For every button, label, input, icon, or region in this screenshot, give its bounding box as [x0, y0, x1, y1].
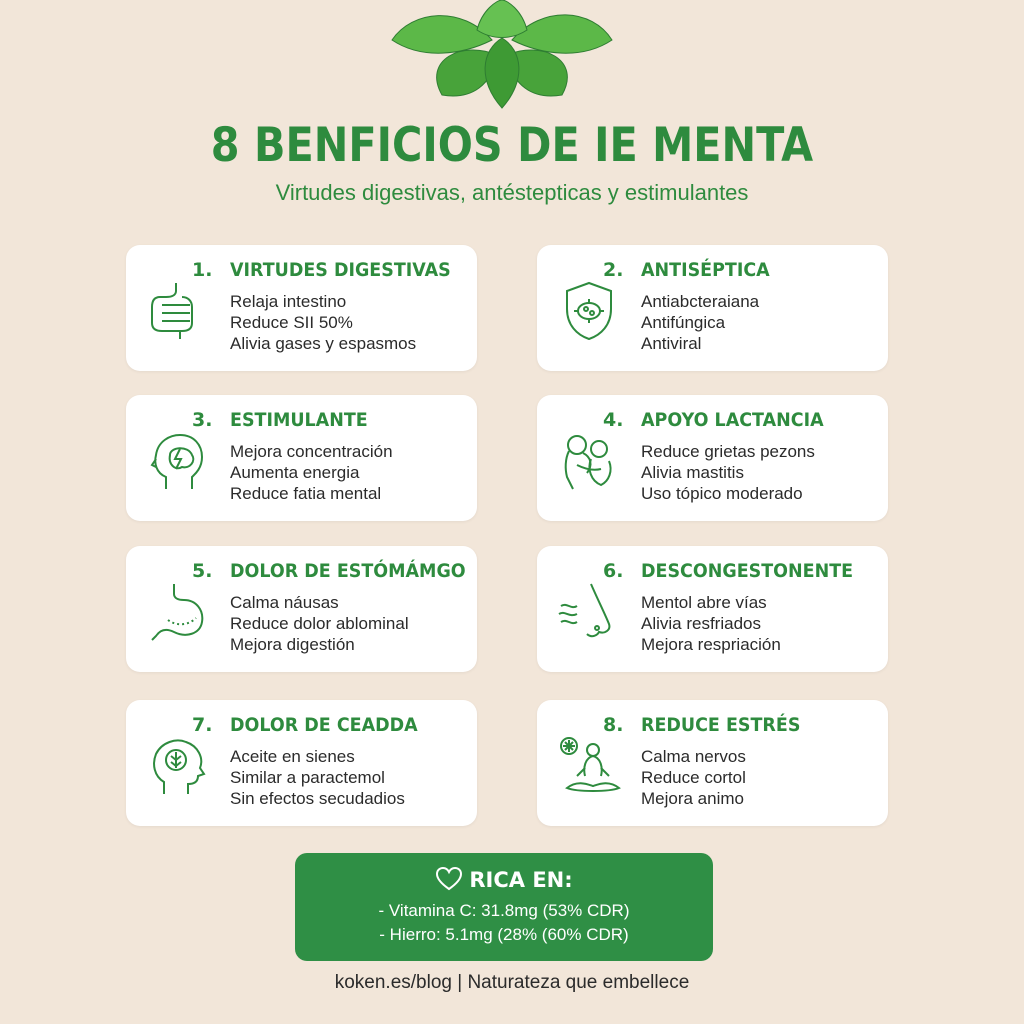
benefit-item: Mentol abre vías	[641, 593, 767, 612]
rich-in-heading	[295, 867, 713, 892]
benefit-number: 5.	[192, 560, 213, 582]
benefit-title: VIRTUDES DIGESTIVAS	[230, 259, 451, 281]
benefit-number: 7.	[192, 714, 213, 736]
benefit-item: Alivia mastitis	[641, 463, 744, 482]
benefit-item: Alivia resfriados	[641, 614, 761, 633]
benefit-item: Relaja intestino	[230, 292, 347, 311]
benefit-item: Similar a paractemol	[230, 768, 385, 787]
benefit-number: 1.	[192, 259, 213, 281]
benefit-item: Calma nervos	[641, 747, 746, 766]
benefit-item: Reduce cortol	[641, 768, 746, 787]
head-leaf-icon	[146, 734, 210, 798]
benefit-number: 6.	[603, 560, 624, 582]
benefit-item: Reduce fatia mental	[230, 484, 382, 503]
benefit-item: Antiabcteraiana	[641, 292, 760, 311]
benefit-list	[230, 746, 405, 809]
page-subtitle: Virtudes digestivas, antéstepticas y estimulantes	[275, 180, 749, 205]
benefit-card-4	[537, 395, 888, 521]
benefit-item: Mejora respriación	[641, 635, 781, 654]
benefit-title: ANTISÉPTICA	[641, 259, 770, 281]
benefit-item: Antiviral	[641, 334, 702, 353]
benefit-item: Reduce grietas pezons	[641, 442, 815, 461]
stomach-icon	[146, 580, 210, 644]
intestine-icon	[146, 279, 210, 343]
benefit-item: Antifúngica	[641, 313, 726, 332]
benefit-number: 2.	[603, 259, 624, 281]
benefit-card-5	[126, 546, 477, 672]
benefit-item: Aceite en sienes	[230, 747, 355, 766]
benefit-title: DOLOR DE CEADDA	[230, 714, 418, 736]
benefit-list	[230, 441, 393, 504]
benefit-title: APOYO LACTANCIA	[641, 409, 824, 431]
benefit-item: Reduce SII 50%	[230, 313, 353, 332]
benefit-item: Aumenta energia	[230, 463, 360, 482]
benefit-number: 3.	[192, 409, 213, 431]
benefit-item: Sin efectos secudadios	[230, 789, 405, 808]
benefit-card-6	[537, 546, 888, 672]
benefit-number: 8.	[603, 714, 624, 736]
benefit-card-1	[126, 245, 477, 371]
page-title: 8 BENFICIOS DE IE MENTA	[210, 118, 814, 173]
benefit-item: Reduce dolor ablominal	[230, 614, 409, 633]
benefit-title: REDUCE ESTRÉS	[641, 714, 801, 736]
rich-in-title: RICA EN:	[469, 868, 573, 892]
footer-text: koken.es/blog | Naturateza que embellece	[334, 972, 690, 993]
benefit-item: Alivia gases y espasmos	[230, 334, 417, 353]
rich-in-line-vitamin-c: - Vitamina C: 31.8mg (53% CDR)	[378, 901, 630, 920]
benefit-card-7	[126, 700, 477, 826]
rich-in-banner	[295, 853, 713, 961]
benefit-item: Mejora digestión	[230, 635, 355, 654]
benefit-card-8	[537, 700, 888, 826]
shield-bacteria-icon	[557, 279, 621, 343]
benefit-card-3	[126, 395, 477, 521]
mint-leaves-illustration	[382, 0, 622, 110]
benefit-item: Mejora concentración	[230, 442, 393, 461]
heart-icon	[435, 867, 463, 891]
rich-in-line-iron: - Hierro: 5.1mg (28% (60% CDR)	[379, 925, 629, 944]
benefit-list	[641, 592, 781, 655]
benefit-list	[230, 592, 409, 655]
benefit-card-2	[537, 245, 888, 371]
mother-baby-icon	[557, 429, 621, 493]
benefit-title: DOLOR DE ESTÓMÁMGO	[230, 560, 466, 582]
benefit-title: ESTIMULANTE	[230, 409, 368, 431]
benefit-title: DESCONGESTONENTE	[641, 560, 854, 582]
benefit-list	[641, 291, 759, 354]
benefit-list	[641, 441, 815, 504]
meditation-icon	[557, 734, 621, 798]
benefit-number: 4.	[603, 409, 624, 431]
benefit-list	[230, 291, 416, 354]
benefit-item: Mejora animo	[641, 789, 744, 808]
benefit-item: Uso tópico moderado	[641, 484, 803, 503]
benefit-list	[641, 746, 746, 809]
head-brain-icon	[146, 429, 210, 493]
nose-breath-icon	[557, 580, 621, 644]
benefit-item: Calma náusas	[230, 593, 339, 612]
